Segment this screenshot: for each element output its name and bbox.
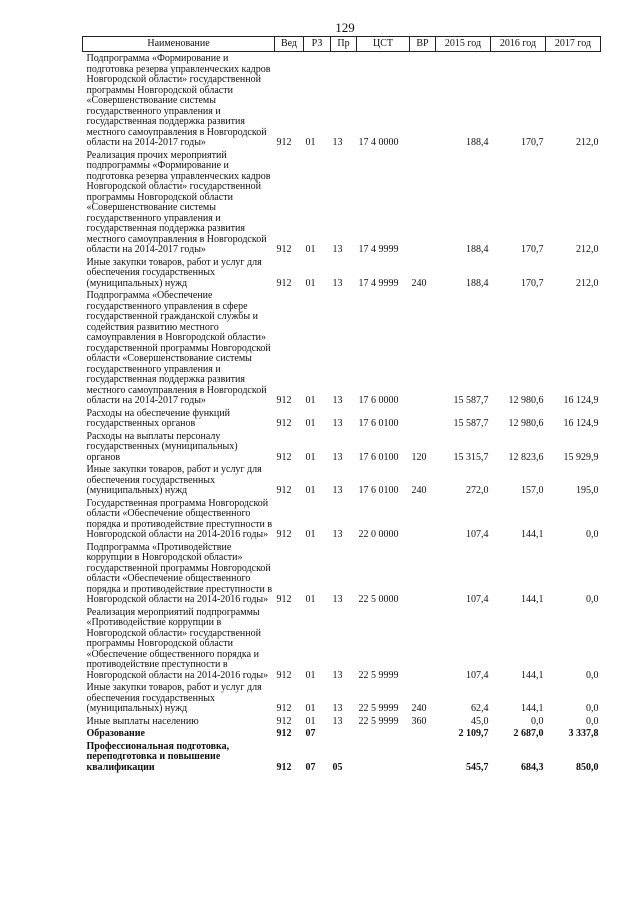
row-name: Государственная программа Новгородской области «Обеспечение общественного порядка и противодействие преступности в Новгородской области на 2014-2016 годы» (86, 497, 273, 540)
row-name: Расходы на обеспечение функций государственных органов (86, 407, 230, 429)
row-ved: 912 (276, 703, 292, 714)
row-2017: 195,0 (576, 485, 599, 496)
row-pr: 13 (332, 703, 343, 714)
row-2015: 15 587,7 (453, 418, 489, 429)
row-rz: 01 (305, 594, 316, 605)
row-pr: 13 (332, 594, 343, 605)
row-vr (410, 149, 436, 256)
row-pr (331, 727, 357, 740)
row-cst: 17 4 9999 (358, 277, 399, 289)
row-rz: 01 (305, 244, 316, 255)
row-rz: 01 (305, 137, 316, 148)
row-name: Иные выплаты населению (86, 715, 199, 727)
row-2017: 0,0 (586, 594, 599, 605)
row-rz: 01 (305, 703, 316, 714)
row-2016: 170,7 (521, 137, 544, 148)
table-row (83, 407, 601, 430)
row-pr: 13 (332, 277, 343, 289)
row-name: Расходы на выплаты персоналу государственных (муниципальных) органов (86, 430, 238, 463)
row-2017: 0,0 (586, 669, 599, 681)
page-number: 129 (335, 20, 355, 35)
row-vr (410, 52, 436, 149)
row-cst: 22 5 9999 (358, 669, 399, 681)
row-rz: 01 (305, 395, 316, 406)
row-ved: 912 (276, 244, 292, 255)
row-ved: 912 (276, 761, 292, 773)
column-header-2016: 2016 год (491, 37, 546, 52)
row-2015: 545,7 (466, 761, 489, 773)
row-rz: 01 (305, 529, 316, 540)
row-rz: 07 (305, 728, 316, 739)
row-2016: 170,7 (521, 277, 544, 289)
row-pr: 13 (332, 451, 343, 463)
row-pr: 13 (332, 485, 343, 496)
row-2016: 170,7 (521, 244, 544, 255)
row-pr: 13 (332, 529, 343, 540)
row-2015: 15 587,7 (453, 395, 489, 406)
row-vr: 240 (411, 277, 427, 289)
row-2015: 272,0 (466, 485, 489, 496)
row-ved: 912 (276, 395, 292, 406)
row-pr: 13 (332, 418, 343, 429)
row-pr: 13 (332, 669, 343, 681)
row-2016: 12 823,6 (508, 451, 544, 463)
row-2017: 0,0 (586, 715, 599, 727)
row-rz: 01 (305, 451, 316, 463)
row-2017: 0,0 (586, 529, 599, 540)
row-ved: 912 (276, 277, 292, 289)
row-2015: 188,4 (466, 277, 489, 289)
row-vr: 360 (411, 715, 427, 727)
column-header-cst: ЦСТ (357, 37, 410, 52)
row-pr: 13 (332, 715, 343, 727)
row-vr (410, 407, 436, 430)
row-2016: 2 687,0 (513, 728, 544, 739)
row-rz: 01 (305, 418, 316, 429)
row-vr (410, 740, 436, 774)
column-header-2015: 2015 год (436, 37, 491, 52)
row-pr: 13 (332, 244, 343, 255)
row-2015: 107,4 (466, 594, 489, 605)
row-2017: 16 124,9 (563, 418, 599, 429)
row-2015: 107,4 (466, 529, 489, 540)
row-2017: 212,0 (576, 277, 599, 289)
row-rz: 01 (305, 715, 316, 727)
row-2015: 188,4 (466, 137, 489, 148)
row-vr (410, 289, 436, 407)
row-vr: 240 (411, 703, 427, 714)
row-ved: 912 (276, 529, 292, 540)
row-2015: 62,4 (471, 703, 489, 714)
row-name: Профессиональная подготовка, переподготовка и повышение квалификации (86, 740, 230, 773)
column-header-name: Наименование (83, 37, 275, 52)
table-body (83, 52, 601, 774)
row-cst: 17 4 0000 (358, 137, 399, 148)
table-row (83, 149, 601, 256)
row-cst: 17 6 0100 (358, 451, 399, 463)
row-cst: 22 5 0000 (358, 594, 399, 605)
row-pr: 05 (332, 761, 343, 773)
table-row (83, 541, 601, 606)
row-vr (410, 497, 436, 541)
table-row (83, 606, 601, 682)
row-2017: 16 124,9 (563, 395, 599, 406)
table-header (83, 37, 601, 52)
table-row (83, 463, 601, 497)
table-row (83, 715, 601, 728)
row-cst: 17 6 0000 (358, 395, 399, 406)
row-name: Подпрограмма «Формирование и подготовка резерва управленческих кадров Новгородской области» государственной программы Новгородской области «Совершенствование системы государственного управления и государственная поддержка развития местного самоуправления в Новгородской области на 2014-2017 годы» (86, 53, 271, 148)
row-2017: 15 929,9 (563, 451, 599, 463)
row-cst: 22 0 0000 (358, 529, 399, 540)
table-row (83, 52, 601, 149)
column-header-2017: 2017 год (546, 37, 601, 52)
row-ved: 912 (276, 485, 292, 496)
column-header-rz: РЗ (304, 37, 331, 52)
row-2016: 144,1 (521, 703, 544, 714)
row-2016: 684,3 (521, 761, 544, 773)
row-cst (357, 727, 410, 740)
row-2015: 107,4 (466, 669, 489, 681)
row-2016: 12 980,6 (508, 418, 544, 429)
row-rz: 01 (305, 669, 316, 681)
row-name: Реализация прочих мероприятий подпрограммы «Формирование и подготовка резерва управленческих кадров Новгородской области» государственной программы Новгородской области «Совершенствование системы государственного управления и государственная поддержка развития местного самоуправления в Новгородской области на 2014-2017 годы» (86, 149, 271, 255)
row-2016: 0,0 (531, 715, 544, 727)
row-2017: 212,0 (576, 244, 599, 255)
row-name: Реализация мероприятий подпрограммы «Противодействие коррупции в Новгородской области» государственной программы Новгородской области «Обеспечение общественного порядка и противодействие преступности в Новгородской области на 2014-2016 годы» (86, 606, 269, 681)
row-ved: 912 (276, 137, 292, 148)
table-row (83, 430, 601, 464)
row-2017: 850,0 (576, 761, 599, 773)
row-2016: 144,1 (521, 669, 544, 681)
row-2015: 188,4 (466, 244, 489, 255)
row-ved: 912 (276, 451, 292, 463)
row-2017: 212,0 (576, 137, 599, 148)
table-row (83, 681, 601, 715)
row-vr (410, 727, 436, 740)
column-header-ved: Вед (275, 37, 304, 52)
row-cst (357, 740, 410, 774)
column-header-vr: ВР (410, 37, 436, 52)
row-ved: 912 (276, 594, 292, 605)
row-2015: 45,0 (471, 715, 489, 727)
table-row (83, 740, 601, 774)
table-row (83, 727, 601, 740)
row-2015: 2 109,7 (458, 728, 489, 739)
row-rz: 01 (305, 277, 316, 289)
row-name: Подпрограмма «Обеспечение государственного управления в сфере государственной гражданской службы и содействия развитию местного самоуправления в Новгородской области» государственной программы Новгородской области «Совершенствование системы государственного управления и государственная поддержка развития местного самоуправления в Новгородской области на 2014-2017 годы» (86, 290, 271, 406)
row-2015: 15 315,7 (453, 451, 489, 463)
row-name: Подпрограмма «Противодействие коррупции в Новгородской области» государственной программы Новгородской области «Обеспечение общественного порядка и противодействие преступности в Новгородской области на 2014-2016 годы» (86, 541, 273, 605)
table-row (83, 289, 601, 407)
row-2017: 3 337,8 (568, 728, 599, 739)
row-ved: 912 (276, 715, 292, 727)
row-vr: 120 (411, 451, 427, 463)
row-pr: 13 (332, 137, 343, 148)
row-ved: 912 (276, 728, 292, 739)
row-vr (410, 541, 436, 606)
budget-table (82, 36, 601, 773)
row-cst: 17 4 9999 (358, 244, 399, 255)
row-cst: 22 5 9999 (358, 703, 399, 714)
row-name: Иные закупки товаров, работ и услуг для обеспечения государственных (муниципальных) нужд (86, 256, 262, 289)
row-2017: 0,0 (586, 703, 599, 714)
row-rz: 01 (305, 485, 316, 496)
row-ved: 912 (276, 669, 292, 681)
row-vr: 240 (411, 485, 427, 496)
row-cst: 17 6 0100 (358, 418, 399, 429)
row-2016: 12 980,6 (508, 395, 544, 406)
row-vr (410, 606, 436, 682)
row-ved: 912 (276, 418, 292, 429)
row-cst: 17 6 0100 (358, 485, 399, 496)
table-row (83, 256, 601, 290)
row-name: Образование (86, 728, 145, 739)
row-name: Иные закупки товаров, работ и услуг для обеспечения государственных (муниципальных) нужд (86, 464, 262, 496)
table-row (83, 497, 601, 541)
row-2016: 144,1 (521, 594, 544, 605)
row-pr: 13 (332, 395, 343, 406)
row-name: Иные закупки товаров, работ и услуг для обеспечения государственных (муниципальных) нужд (86, 682, 262, 714)
row-2016: 144,1 (521, 529, 544, 540)
row-rz: 07 (305, 761, 316, 773)
row-2016: 157,0 (521, 485, 544, 496)
row-cst: 22 5 9999 (358, 715, 399, 727)
column-header-pr: Пр (331, 37, 357, 52)
